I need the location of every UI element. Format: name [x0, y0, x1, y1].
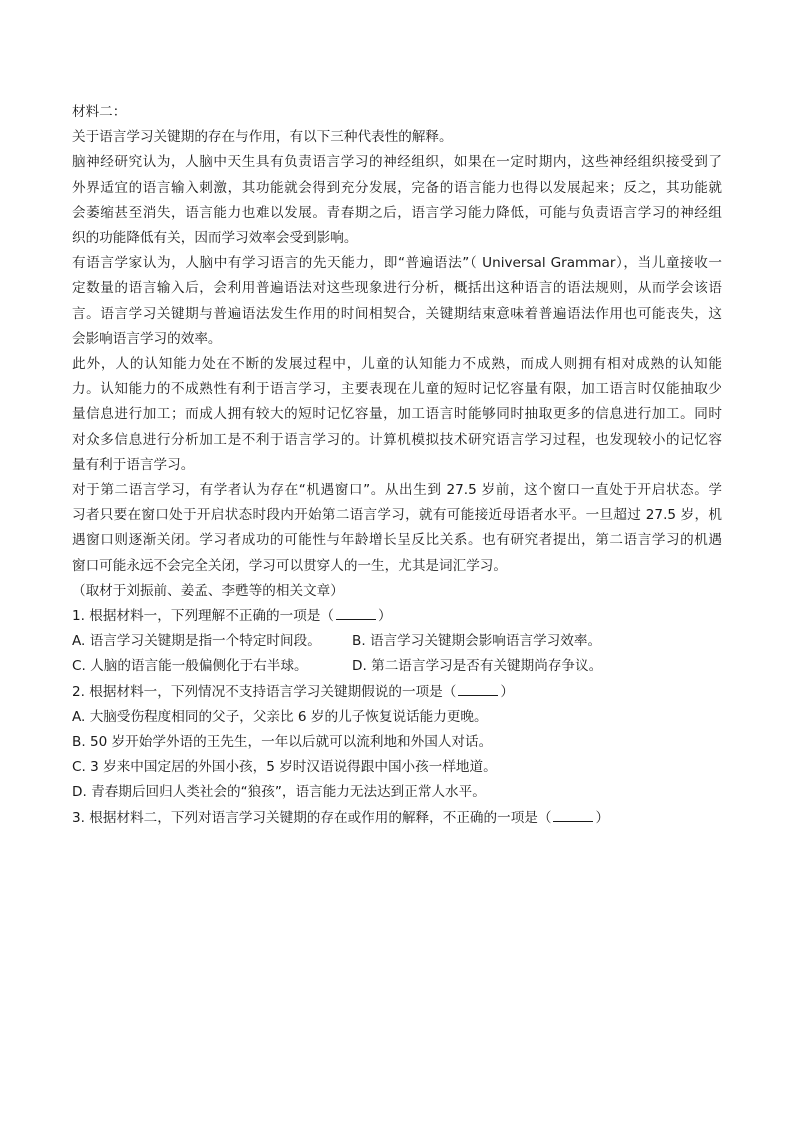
text-line: 量信息进行加工；而成人拥有较大的短时记忆容量，加工语言时能够同时抽取更多的信息进行加工。同时 [72, 406, 722, 423]
text-line: 言。语言学习关键期与普遍语法发生作用的时间相契合，关键期结束意味着普遍语法作用也可能丧失，这 [72, 305, 722, 322]
text-line: 会影响语言学习的效率。 [72, 330, 222, 347]
text-line: 对众多信息进行分析加工是不利于语言学习的。计算机模拟技术研究语言学习过程，也发现较小的记忆容 [72, 431, 722, 448]
question-2-stem [72, 680, 722, 705]
text-line: 力。认知能力的不成熟性有利于语言学习，主要表现在儿童的短时记忆容量有限，加工语言时仅能抽取少 [72, 381, 722, 398]
text-line: 有语言学家认为，人脑中有学习语言的先天能力，即“普遍语法”（ Universal Grammar），当儿童接收一 [72, 255, 722, 272]
question-1-options-row-1 [72, 629, 722, 654]
paragraph-universal-grammar [72, 251, 722, 352]
text-line: 外界适宜的语言输入刺激，其功能就会得到充分发展，完备的语言能力也得以发展起来；反之，其功能就 [72, 179, 722, 196]
option-a: A. 大脑受伤程度相同的父子，父亲比 6 岁的儿子恢复说话能力更晚。 [72, 708, 488, 725]
paragraph-cognitive [72, 352, 722, 478]
question-3-stem [72, 806, 722, 831]
question-2-close: ） [500, 683, 514, 700]
source-citation: （取材于刘振前、姜孟、李甦等的相关文章） [72, 582, 344, 599]
text-line: 遇窗口则逐渐关闭。学习者成功的可能性与年龄增长呈反比关系。也有研究者提出，第二语言学习的机遇 [72, 532, 722, 549]
material-intro: 关于语言学习关键期的存在与作用，有以下三种代表性的解释。 [72, 129, 453, 146]
text-line: 习者只要在窗口处于开启状态时段内开始第二语言学习，就有可能接近母语者水平。一旦超过 27.5 岁，机 [72, 507, 722, 524]
option-b: B. 语言学习关键期会影响语言学习效率。 [352, 633, 602, 650]
option-c: C. 3 岁来中国定居的外国小孩，5 岁时汉语说得跟中国小孩一样地道。 [72, 759, 497, 776]
answer-blank [553, 807, 593, 822]
text-line: 量有利于语言学习。 [72, 456, 195, 473]
option-a: A. 语言学习关键期是指一个特定时间段。 [72, 633, 321, 650]
material-heading: 材料二： [72, 104, 127, 120]
question-1-stem [72, 604, 722, 629]
text-line: 窗口可能永远不会完全关闭，学习可以贯穿人的一生，尤其是词汇学习。 [72, 557, 507, 574]
option-b: B. 50 岁开始学外语的王先生，一年以后就可以流利地和外国人对话。 [72, 734, 493, 751]
option-d: D. 第二语言学习是否有关键期尚存争议。 [352, 658, 603, 675]
text-line: 织的功能降低有关，因而学习效率会受到影响。 [72, 230, 358, 247]
question-1-close: ） [377, 608, 392, 625]
text-line: 会萎缩甚至消失，语言能力也难以发展。青春期之后，语言学习能力降低，可能与负责语言学习的神经组 [72, 204, 722, 221]
option-c: C. 人脑的语言能一般偏侧化于右半球。 [72, 658, 308, 675]
text-line: 脑神经研究认为，人脑中天生具有负责语言学习的神经组织，如果在一定时期内，这些神经组织接受到了 [72, 154, 722, 171]
question-3-close: ） [595, 809, 610, 826]
answer-blank [458, 681, 498, 696]
document-page [72, 100, 722, 831]
question-1-options-row-2 [72, 654, 722, 679]
text-line: 对于第二语言学习，有学者认为存在“机遇窗口”。从出生到 27.5 岁前，这个窗口一直处于开启状态。学 [72, 482, 722, 499]
question-1-text: 1. 根据材料一，下列理解不正确的一项是（ [72, 608, 334, 625]
question-2-text: 2. 根据材料一，下列情况不支持语言学习关键期假说的一项是（ [72, 683, 457, 700]
paragraph-neuroscience [72, 150, 722, 251]
option-d: D. 青春期后回归人类社会的“狼孩”，语言能力无法达到正常人水平。 [72, 784, 486, 801]
question-3-text: 3. 根据材料二，下列对语言学习关键期的存在或作用的解释，不正确的一项是（ [72, 809, 552, 826]
text-line: 此外，人的认知能力处在不断的发展过程中，儿童的认知能力不成熟，而成人则拥有相对成熟的认知能 [72, 356, 722, 373]
paragraph-opportunity-window [72, 478, 722, 579]
text-line: 定数量的语言输入后，会利用普遍语法对这些现象进行分析，概括出这种语言的语法规则，从而学会该语 [72, 280, 722, 297]
answer-blank [336, 605, 376, 620]
